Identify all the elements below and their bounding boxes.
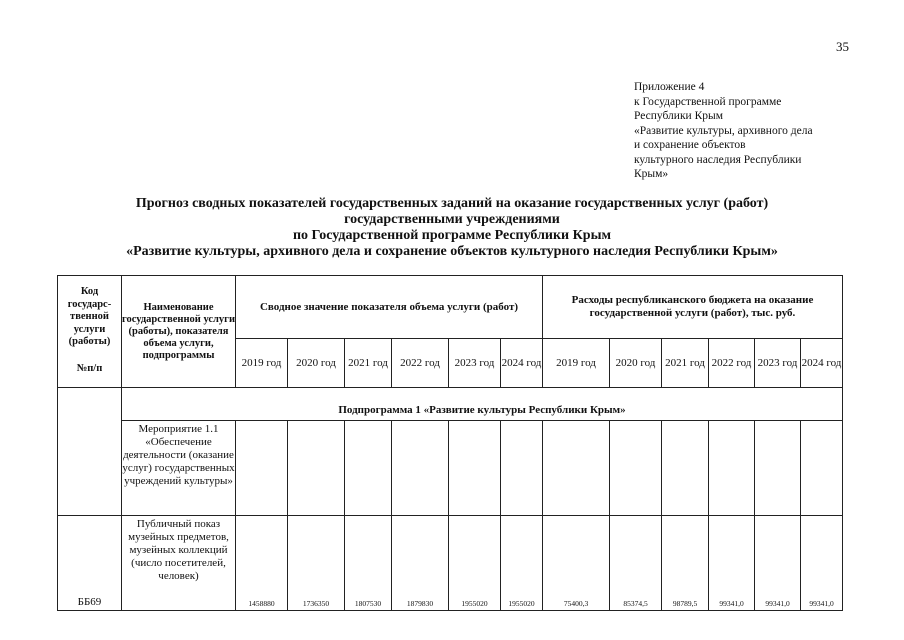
title-line: «Развитие культуры, архивного дела и сохранение объектов культурного наследия Республики Крым» <box>126 244 778 259</box>
volume-value: 1879830 <box>392 516 449 611</box>
appendix-line: Республики Крым <box>634 110 723 122</box>
empty-cell <box>449 421 501 516</box>
expense-value: 98789,5 <box>662 516 709 611</box>
empty-cell <box>755 421 801 516</box>
forecast-table <box>57 275 843 611</box>
title-line: Прогноз сводных показателей государственных заданий на оказание государственных услуг (работ) <box>135 196 769 211</box>
title-line: государственными учреждениями <box>344 212 560 227</box>
header-volume-year: 2019 год <box>236 339 288 388</box>
header-expense-year: 2022 год <box>709 339 755 388</box>
header-expense-year: 2021 год <box>662 339 709 388</box>
header-code-np: №п/п <box>76 362 103 374</box>
appendix-line: и сохранение объектов <box>634 139 746 151</box>
activity-name: Мероприятие 1.1 «Обеспечение деятельности (оказание услуг) государственных учреждений культуры» <box>122 421 236 516</box>
volume-value: 1807530 <box>345 516 392 611</box>
empty-cell <box>610 421 662 516</box>
appendix-line: «Развитие культуры, архивного дела <box>634 124 813 137</box>
expense-value: 99341,0 <box>801 516 843 611</box>
header-volume-year: 2022 год <box>392 339 449 388</box>
empty-cell <box>801 421 843 516</box>
appendix-line: культурного наследия Республики <box>634 153 802 166</box>
header-expense-year: 2024 год <box>801 339 843 388</box>
header-name: Наименование государственной услуги (работы), показателя объема услуги, подпрограммы <box>122 276 236 388</box>
header-expense-year: 2023 год <box>755 339 801 388</box>
header-expense-group: Расходы республиканского бюджета на оказание государственной услуги (работ), тыс. руб. <box>543 276 843 339</box>
empty-cell <box>709 421 755 516</box>
page-number: 35 <box>836 39 849 54</box>
expense-value: 75400,3 <box>543 516 610 611</box>
empty-cell <box>501 421 543 516</box>
expense-value: 85374,5 <box>610 516 662 611</box>
header-volume-group: Сводное значение показателя объема услуги (работ) <box>236 276 543 339</box>
empty-cell <box>543 421 610 516</box>
empty-cell <box>236 421 288 516</box>
subprogram-code-cell <box>58 388 122 516</box>
appendix-line: Приложение 4 <box>634 81 705 93</box>
header-expense-year: 2020 год <box>610 339 662 388</box>
volume-value: 1458880 <box>236 516 288 611</box>
empty-cell <box>345 421 392 516</box>
appendix-line: к Государственной программе <box>634 95 782 108</box>
header-code-label: Код государс-твенной услуги (работы) <box>67 286 112 347</box>
expense-value: 99341,0 <box>709 516 755 611</box>
volume-value: 1955020 <box>449 516 501 611</box>
volume-value: 1955020 <box>501 516 543 611</box>
empty-cell <box>392 421 449 516</box>
empty-cell <box>662 421 709 516</box>
header-volume-year: 2024 год <box>501 339 543 388</box>
document-title <box>90 196 814 260</box>
service-code: ББ69 <box>58 516 122 611</box>
volume-value: 1736350 <box>288 516 345 611</box>
subprogram-row: Подпрограмма 1 «Развитие культуры Республики Крым» <box>122 388 843 421</box>
header-volume-year: 2020 год <box>288 339 345 388</box>
service-name: Публичный показ музейных предметов, музейных коллекций (число посетителей, человек) <box>122 516 236 611</box>
header-volume-year: 2021 год <box>345 339 392 388</box>
appendix-note <box>634 80 844 182</box>
expense-value: 99341,0 <box>755 516 801 611</box>
header-volume-year: 2023 год <box>449 339 501 388</box>
appendix-line: Крым» <box>634 168 669 180</box>
header-expense-year: 2019 год <box>543 339 610 388</box>
header-code <box>58 276 122 388</box>
empty-cell <box>288 421 345 516</box>
title-line: по Государственной программе Республики Крым <box>292 228 612 243</box>
